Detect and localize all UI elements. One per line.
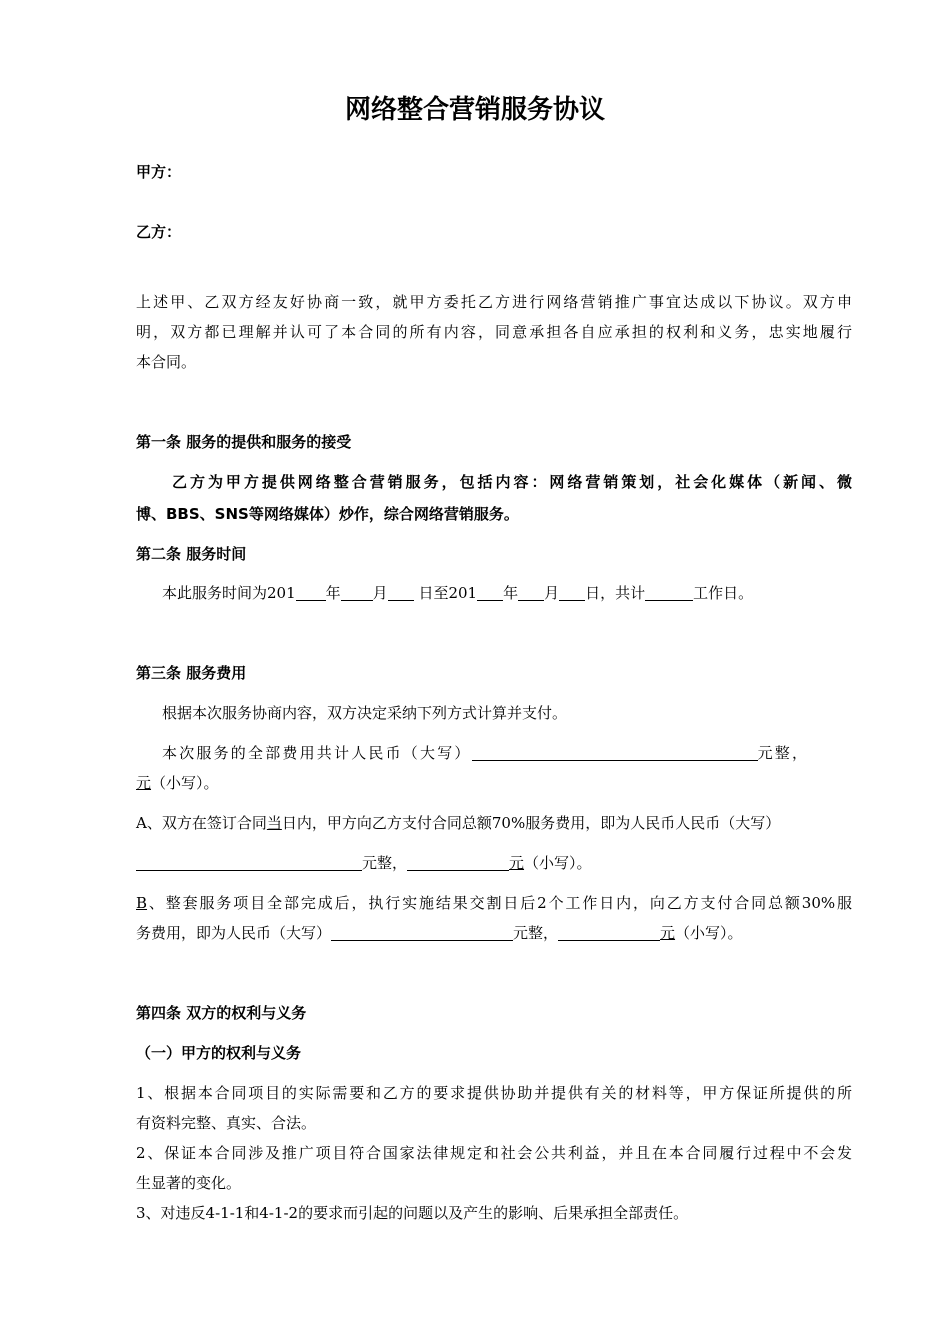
article-2-heading: 第二条 服务时间 [136, 545, 247, 563]
total-fee-line: 本次服务的全部费用共计人民币（大写） 元整， [162, 744, 810, 762]
article-3-para-1: 根据本次服务协商内容，双方决定采纳下列方式计算并支付。 [162, 704, 568, 722]
blank-payment-a-lowercase[interactable] [407, 854, 509, 871]
article-4-item-3: 3、对违反4-1-1和4-1-2的要求而引起的问题以及产生的影响、后果承担全部责任。 [136, 1204, 689, 1222]
intro-line-3: 本合同。 [136, 353, 197, 371]
article-4-item-1-line-1: 1、根据本合同项目的实际需要和乙方的要求提供协助并提供有关的材料等，甲方保证所提供的所 [136, 1084, 852, 1102]
blank-payment-b-uppercase[interactable] [331, 924, 513, 941]
payment-b-line-1: B、整套服务项目全部完成后，执行实施结果交割日后2个工作日内，向乙方支付合同总额30%服 [136, 894, 852, 912]
blank-start-month[interactable] [341, 584, 373, 601]
blank-start-day[interactable] [388, 584, 414, 601]
payment-b-line-2: 务费用，即为人民币（大写） 元整， 元（小写）。 [136, 924, 743, 942]
article-3-heading: 第三条 服务费用 [136, 664, 247, 682]
blank-end-day[interactable] [559, 584, 585, 601]
document-title: 网络整合营销服务协议 [344, 95, 605, 125]
blank-total-fee-uppercase[interactable] [472, 744, 758, 761]
payment-a-line-1: A、双方在签订合同当日内，甲方向乙方支付合同总额70%服务费用，即为人民币人民币（大写） [136, 814, 781, 832]
blank-end-year[interactable] [477, 584, 503, 601]
party-b-label: 乙方： [136, 223, 182, 241]
payment-a-line-2: 元整， 元（小写）。 [136, 853, 852, 873]
party-a-label: 甲方： [136, 163, 182, 181]
article-4-item-2-line-2: 生显著的变化。 [136, 1174, 242, 1192]
article-4-item-1-line-2: 有资料完整、真实、合法。 [136, 1114, 317, 1132]
article-4-heading: 第四条 双方的权利与义务 [136, 1004, 307, 1022]
blank-end-month[interactable] [518, 584, 544, 601]
total-fee-line-2: 元（小写）。 [136, 774, 219, 792]
intro-line-1: 上述甲、乙双方经友好协商一致，就甲方委托乙方进行网络营销推广事宜达成以下协议。双方申 [136, 293, 852, 311]
article-1-heading: 第一条 服务的提供和服务的接受 [136, 433, 352, 451]
article-4-item-2-line-1: 2、保证本合同涉及推广项目符合国家法律规定和社会公共利益，并且在本合同履行过程中不会发 [136, 1144, 852, 1162]
blank-payment-a-uppercase[interactable] [136, 854, 362, 871]
article-4-subheading: （一）甲方的权利与义务 [136, 1044, 302, 1062]
service-time-line: 本此服务时间为201 年 月 日至201 年 月 日，共计 工作日。 [162, 584, 754, 602]
intro-line-2: 明，双方都已理解并认可了本合同的所有内容，同意承担各自应承担的权利和义务，忠实地履行 [136, 323, 852, 341]
blank-work-days[interactable] [645, 584, 693, 601]
blank-start-year[interactable] [296, 584, 326, 601]
article-1-line-1: 乙方为甲方提供网络整合营销服务，包括内容：网络营销策划，社会化媒体（新闻、微 [172, 473, 852, 491]
article-1-line-2: 博、BBS、SNS等网络媒体）炒作，综合网络营销服务。 [136, 505, 519, 523]
blank-payment-b-lowercase[interactable] [558, 924, 660, 941]
